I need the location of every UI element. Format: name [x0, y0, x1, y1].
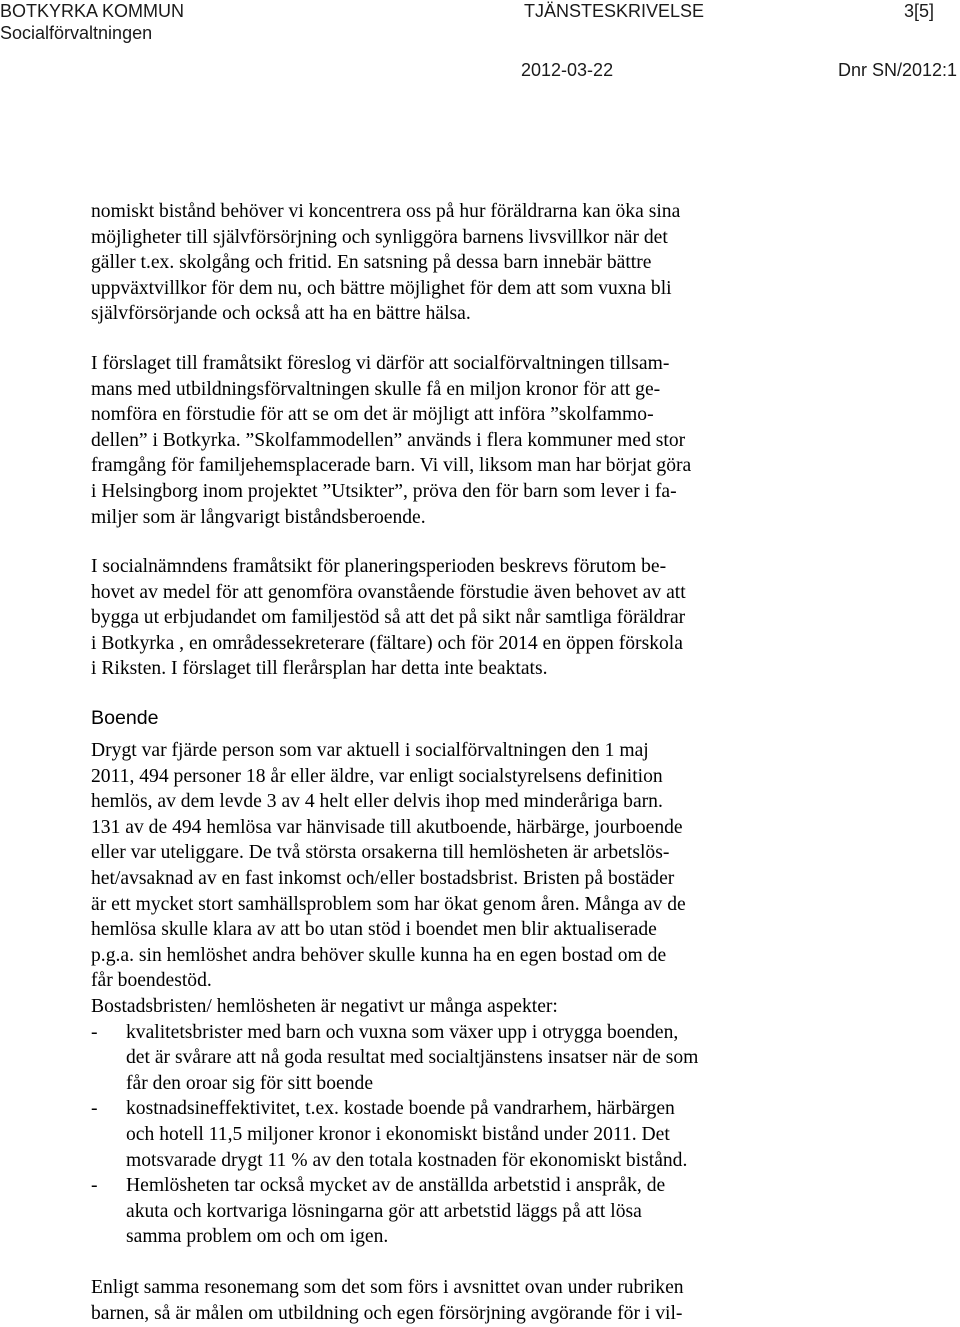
document-type: TJÄNSTESKRIVELSE	[524, 1, 705, 21]
text-line: får den oroar sig för sitt boende	[126, 1072, 374, 1094]
text-line: eller var uteliggare. De två största orsakerna till hemlösheten är arbetslös-	[91, 842, 670, 864]
text-line: är ett mycket stort samhällsproblem som har ökat genom åren. Många av de	[91, 893, 686, 915]
list-bullet: -	[91, 1098, 98, 1120]
text-line: akuta och kortvariga lösningarna gör att arbetstid läggs på att lösa	[126, 1200, 642, 1222]
diary-number: Dnr SN/2012:1	[838, 60, 958, 80]
text-line: miljer som är långvarigt biståndsberoende.	[91, 506, 426, 528]
text-line: gäller t.ex. skolgång och fritid. En satsning på dessa barn innebär bättre	[91, 252, 652, 274]
text-line: kvalitetsbrister med barn och vuxna som växer upp i otrygga boenden,	[126, 1021, 679, 1043]
text-line: 131 av de 494 hemlösa var hänvisade till akutboende, härbärge, jourboende	[91, 816, 683, 838]
list-bullet: -	[91, 1175, 98, 1197]
text-line: hemlös, av dem levde 3 av 4 helt eller delvis ihop med minderåriga barn.	[91, 791, 663, 813]
paragraph-1	[91, 199, 821, 327]
list-item	[91, 1096, 821, 1173]
text-line: barnen, så är målen om utbildning och egen försörjning avgörande för i vil-	[91, 1303, 683, 1325]
text-line: dellen” i Botkyrka. ”Skolfammodellen” används i flera kommuner med stor	[91, 429, 686, 451]
org-name: BOTKYRKA KOMMUN	[0, 1, 185, 21]
text-line: kostnadsineffektivitet, t.ex. kostade boende på vandrarhem, härbärgen	[126, 1098, 675, 1120]
text-line: Enligt samma resonemang som det som förs i avsnittet ovan under rubriken	[91, 1277, 684, 1299]
text-line: Drygt var fjärde person som var aktuell i socialförvaltningen den 1 maj	[91, 740, 649, 761]
text-line: het/avsaknad av en fast inkomst och/eller bostadsbrist. Bristen på bostäder	[91, 867, 675, 889]
text-line: möjligheter till självförsörjning och synliggöra barnens livsvillkor när det	[91, 226, 668, 248]
list-bullet: -	[91, 1021, 98, 1043]
text-line: nomiskt bistånd behöver vi koncentrera oss på hur föräldrarna kan öka sina	[91, 201, 681, 222]
text-line: självförsörjande och också att ha en bättre hälsa.	[91, 303, 471, 325]
text-line: hovet av medel för att genomföra ovanstående förstudie även behovet av att	[91, 581, 686, 603]
section-heading-boende: Boende	[91, 707, 159, 729]
list-item	[91, 1173, 821, 1250]
list-item	[91, 1020, 821, 1097]
paragraph-2	[91, 351, 821, 530]
text-line: Hemlösheten tar också mycket av de anställda arbetstid i anspråk, de	[126, 1175, 666, 1197]
text-line: uppväxtvillkor för dem nu, och bättre möjlighet för dem att som vuxna bli	[91, 277, 672, 299]
text-line: 2011, 494 personer 18 år eller äldre, var enligt socialstyrelsens definition	[91, 765, 663, 787]
paragraph-3	[91, 554, 821, 682]
text-line: p.g.a. sin hemlöshet andra behöver skulle kunna ha en egen bostad om de	[91, 944, 667, 966]
document-date: 2012-03-22	[521, 60, 614, 80]
bullet-list	[91, 1020, 821, 1250]
text-line: hemlösa skulle klara av att bo utan stöd i boendet men blir aktualiserade	[91, 919, 657, 941]
page-number: 3[5]	[904, 1, 935, 21]
text-line: i Riksten. I förslaget till flerårsplan har detta inte beaktats.	[91, 658, 548, 680]
text-line: i Botkyrka , en områdessekreterare (fältare) och för 2014 en öppen förskola	[91, 632, 683, 654]
text-line: framgång för familjehemsplacerade barn. Vi vill, liksom man har börjat göra	[91, 455, 692, 477]
text-line: bygga ut erbjudandet om familjestöd så att det på sikt når samtliga föräldrar	[91, 607, 686, 629]
final-paragraph	[91, 1275, 821, 1326]
text-line: det är svårare att nå goda resultat med socialtjänstens insatser när de som	[126, 1047, 699, 1069]
text-line: får boendestöd.	[91, 970, 212, 992]
text-line: nomföra en förstudie för att se om det är möjligt att införa ”skolfammo-	[91, 404, 654, 426]
text-line: samma problem om och om igen.	[126, 1226, 389, 1248]
text-line: I socialnämndens framåtsikt för planeringsperioden beskrevs förutom be-	[91, 556, 667, 577]
boende-section	[91, 738, 821, 1327]
text-line: och hotell 11,5 miljoner kronor i ekonomiskt bistånd under 2011. Det	[126, 1123, 670, 1145]
department-name: Socialförvaltningen	[0, 23, 153, 43]
text-line: I förslaget till framåtsikt föreslog vi därför att socialförvaltningen tillsam-	[91, 353, 670, 374]
text-line: mans med utbildningsförvaltningen skulle få en miljon kronor för att ge-	[91, 378, 661, 400]
list-intro: Bostadsbristen/ hemlösheten är negativt ur många aspekter:	[91, 995, 558, 1017]
boende-paragraph	[91, 738, 821, 994]
text-line: i Helsingborg inom projektet ”Utsikter”, pröva den för barn som lever i fa-	[91, 480, 677, 502]
text-line: motsvarade drygt 11 % av den totala kostnaden för ekonomiskt bistånd.	[126, 1149, 688, 1171]
